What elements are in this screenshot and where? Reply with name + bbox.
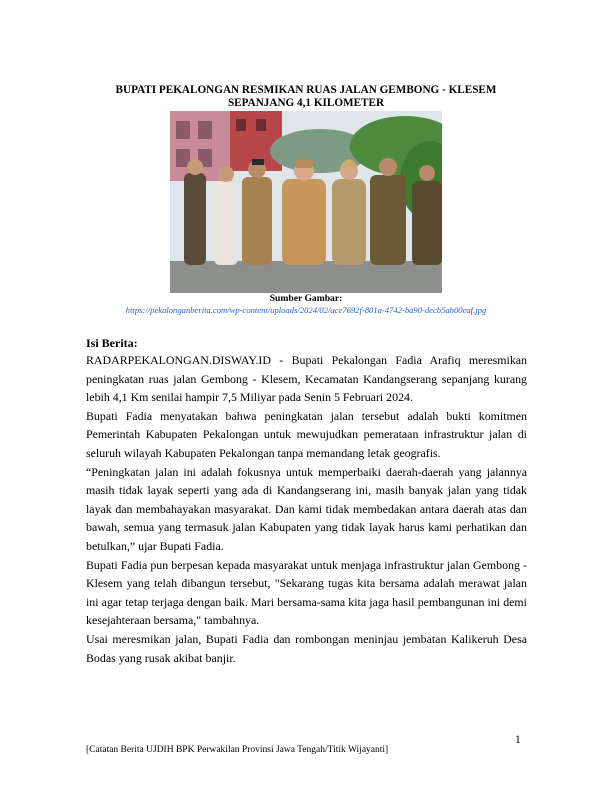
- image-caption-label: Sumber Gambar:: [269, 293, 343, 304]
- news-photo: [170, 111, 442, 293]
- paragraph: RADARPEKALONGAN.DISWAY.ID - Bupati Pekalongan Fadia Arafiq meresmikan peningkatan ruas jalan Gembong - Klesem, Kecamatan Kandangserang sepanjang kurang lebih 4,1 Km senilai hampir 7,5 Miliyar pada Senin 5 Februari 2024.: [86, 353, 527, 405]
- section-heading: Isi Berita:: [86, 336, 138, 350]
- page-number: 1: [515, 734, 521, 746]
- footer-note: [Catatan Berita UJDIH BPK Perwakilan Provinsi Jawa Tengah/Titik Wijayanti]: [86, 745, 389, 755]
- image-source-url[interactable]: https://pekalonganberita.com/wp-content/uploads/2024/02/ace7692f-801a-4742-ba90-decb5ab00eaf.jpg: [125, 305, 487, 315]
- news-title: [0, 84, 612, 110]
- news-body: [86, 351, 527, 667]
- paragraph: Bupati Fadia menyatakan bahwa peningkatan jalan tersebut adalah bukti komitmen Pemerintah Kabupaten Pekalongan untuk mewujudkan pemerataan infrastruktur jalan di seluruh wilayah Kabupaten Pekalongan tanpa memandang letak geografis.: [86, 408, 527, 460]
- paragraph: “Peningkatan jalan ini adalah fokusnya untuk memperbaiki daerah-daerah yang jalannya masih tidak layak seperti yang ada di Kandangserang ini, masih banyak jalan yang tidak layak dan membahayakan masyarakat. Dan kami tidak membedakan antara daerah atas dan bawah, semua yang termasuk jalan Kabupaten yang tidak layak harus kami perhatikan dan betulkan,” ujar Bupati Fadia.: [86, 464, 527, 553]
- title-line-1: BUPATI PEKALONGAN RESMIKAN RUAS JALAN GEMBONG - KLESEM: [115, 84, 497, 96]
- paragraph: Usai meresmikan jalan, Bupati Fadia dan rombongan meninjau jembatan Kalikeruh Desa Bodas yang rusak akibat banjir.: [86, 631, 527, 665]
- paragraph: Bupati Fadia pun berpesan kepada masyarakat untuk menjaga infrastruktur jalan Gembong - Klesem yang telah dibangun tersebut, "Sekarang tugas kita bersama adalah merawat jalan ini agar tetap terjaga dengan baik. Mari bersama-sama kita jaga hasil pembangunan ini demi kesejahteraan bersama," tambahnya.: [86, 557, 527, 628]
- title-line-2: SEPANJANG 4,1 KILOMETER: [227, 97, 385, 109]
